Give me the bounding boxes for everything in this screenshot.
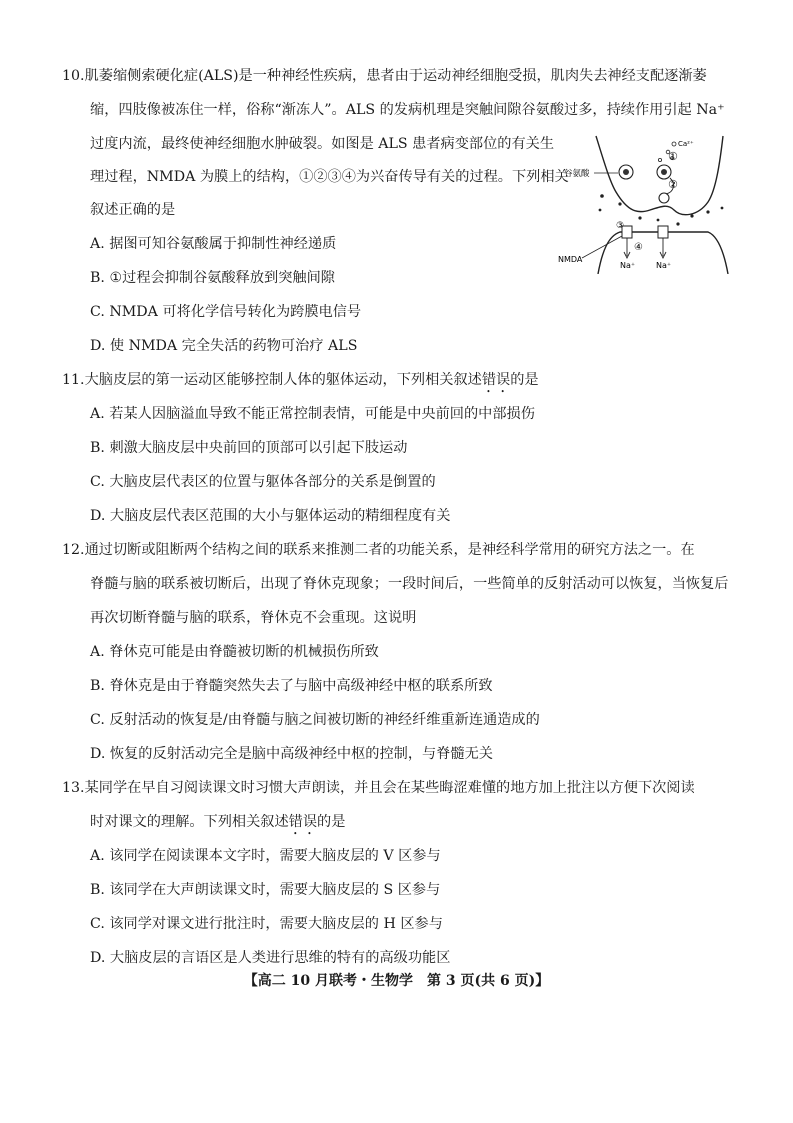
synapse-diagram: [558, 132, 738, 274]
q12-stem-line1: 12.通过切断或阻断两个结构之间的联系来推测二者的功能关系，是神经科学常用的研究方法之一。在: [62, 542, 695, 558]
glutamate-label: 谷氨酸: [564, 169, 590, 179]
process-2-label: ②: [668, 178, 678, 191]
ca-ion-label: Ca²⁺: [678, 140, 694, 148]
q11-option-d: D. 大脑皮层代表区范围的大小与躯体运动的精细程度有关: [90, 508, 451, 524]
q13-stem-line1: 13.某同学在早自习阅读课文时习惯大声朗读，并且会在某些晦涩难懂的地方加上批注以方便下次阅读: [62, 780, 695, 796]
q11-option-c: C. 大脑皮层代表区的位置与躯体各部分的关系是倒置的: [90, 474, 436, 490]
q13-stem-end: 的是: [317, 814, 346, 830]
nmda-receptor-right: [658, 226, 668, 238]
q11-option-b: B. 刺激大脑皮层中央前回的顶部可以引起下肢运动: [90, 440, 408, 456]
process-4-label: ④: [634, 242, 643, 253]
q12-stem-line3: 再次切断脊髓与脑的联系，脊休克不会重现。这说明: [90, 610, 417, 626]
q10-option-a: A. 据图可知谷氨酸属于抑制性神经递质: [90, 236, 337, 252]
process-3-label: ③: [616, 221, 625, 231]
q12-option-d: D. 恢复的反射活动完全是脑中高级神经中枢的控制，与脊髓无关: [90, 746, 493, 762]
q12-option-b: B. 脊休克是由于脊髓突然失去了与脑中高级神经中枢的联系所致: [90, 678, 493, 694]
q10-stem-line4: 理过程，NMDA 为膜上的结构，①②③④为兴奋传导有关的过程。下列相关: [90, 169, 569, 185]
q11-stem-emphasis: 错误: [481, 372, 511, 388]
na-ion-right-label: Na⁺: [656, 261, 672, 270]
process-1-label: ①: [668, 150, 678, 163]
q13-stem-line2: [90, 812, 345, 838]
q13-option-d: D. 大脑皮层的言语区是人类进行思维的特有的高级功能区: [90, 950, 451, 966]
q13-option-b: B. 该同学在大声朗读课文时，需要大脑皮层的 S 区参与: [90, 882, 441, 898]
q10-option-d: D. 使 NMDA 完全失活的药物可治疗 ALS: [90, 338, 358, 354]
na-ion-left-label: Na⁺: [620, 261, 636, 270]
q13-stem-text: 时对课文的理解。下列相关叙述: [90, 814, 289, 830]
q10-option-c: C. NMDA 可将化学信号转化为跨膜电信号: [90, 304, 362, 320]
q10-stem-line1: 10.肌萎缩侧索硬化症(ALS)是一种神经性疾病，患者由于运动神经细胞受损，肌肉失去神经支配逐渐萎: [62, 68, 707, 84]
q12-option-c: C. 反射活动的恢复是/由脊髓与脑之间被切断的神经纤维重新连通造成的: [90, 712, 540, 728]
q13-stem-emphasis: 错误: [288, 814, 318, 830]
page-footer: 【高二 10 月联考・生物学 第 3 页(共 6 页)】: [243, 973, 550, 989]
q11-stem: [62, 370, 539, 396]
vesicle-releasing: [659, 193, 669, 203]
q10-stem-line3: 过度内流，最终使神经细胞水肿破裂。如图是 ALS 患者病变部位的有关生: [90, 136, 555, 152]
q11-stem-text: 11.大脑皮层的第一运动区能够控制人体的躯体运动，下列相关叙述: [62, 372, 482, 388]
q11-option-a: A. 若某人因脑溢血导致不能正常控制表情，可能是中央前回的中部损伤: [90, 406, 535, 422]
q12-option-a: A. 脊休克可能是由脊髓被切断的机械损伤所致: [90, 644, 379, 660]
q10-stem-line5: 叙述正确的是: [90, 202, 176, 218]
q12-stem-line2: 脊髓与脑的联系被切断后，出现了脊休克现象；一段时间后，一些简单的反射活动可以恢复，当恢复后: [90, 576, 729, 592]
q10-stem-line2: 缩，四肢像被冻住一样，俗称“渐冻人”。ALS 的发病机理是突触间隙谷氨酸过多，持续作用引起 Na⁺: [90, 102, 725, 118]
q11-stem-end: 的是: [510, 372, 539, 388]
q10-option-b: B. ①过程会抑制谷氨酸释放到突触间隙: [90, 270, 335, 286]
q13-option-a: A. 该同学在阅读课本文字时，需要大脑皮层的 V 区参与: [90, 848, 441, 864]
nmda-label: NMDA: [558, 255, 583, 264]
q13-option-c: C. 该同学对课文进行批注时，需要大脑皮层的 H 区参与: [90, 916, 443, 932]
